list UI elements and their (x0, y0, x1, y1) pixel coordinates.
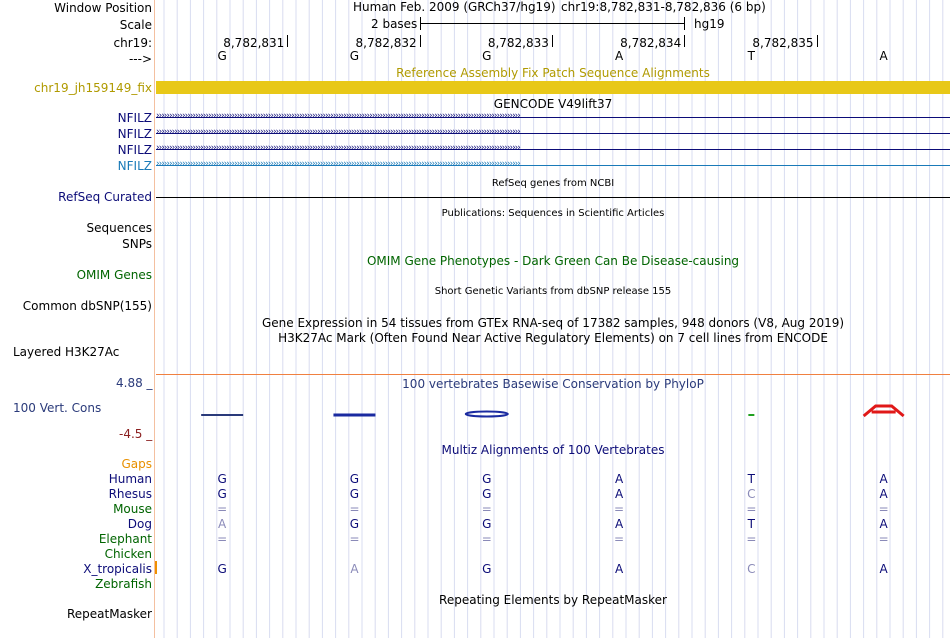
alignment-base: A (614, 487, 624, 501)
gtex-title: Gene Expression in 54 tissues from GTEx RNA-seq of 17382 samples, 948 donors (V8, Aug 2019) (261, 316, 845, 330)
alignment-base: G (349, 472, 360, 486)
repeatmasker-label[interactable]: RepeatMasker (66, 607, 152, 621)
reference-base: A (614, 49, 624, 63)
alignment-base: A (879, 517, 888, 531)
alignment-base: G (217, 562, 227, 576)
ruler-coordinate: 8,782,833 (487, 36, 549, 50)
label-panel-border (154, 0, 155, 638)
db-text: hg19 (694, 17, 725, 31)
conservation-min-label: -4.5 _ (119, 427, 153, 441)
alignment-base: G (482, 562, 492, 576)
alignment-base: A (614, 472, 624, 486)
position-range: chr19:8,782,831-8,782,836 (6 bp) (561, 0, 766, 14)
conservation-mark (748, 414, 754, 416)
strand-arrows: ›››››››››››››››››››››››››››››››››››››››››››››››››››››››››››››››››››››››››››››››››››››››››››››››››››››››››››››››››››››››››››››››››››››››››››› (156, 161, 520, 169)
alignment-base: = (746, 532, 757, 546)
alignment-base: T (747, 472, 756, 486)
ruler-tick (287, 35, 288, 47)
species-label[interactable]: X_tropicalis (83, 562, 152, 576)
ruler-coordinate: 8,782,834 (620, 36, 682, 50)
scale-bar (420, 23, 685, 24)
strand-arrows: ›››››››››››››››››››››››››››››››››››››››››››››››››››››››››››››››››››››››››››››››››››››››››››››››››››››››››››››››››››››››››››››››››››››››››››› (156, 129, 520, 137)
gencode-gene-feature[interactable] (156, 129, 950, 138)
alignment-base: A (218, 517, 227, 531)
multiz-title: Multiz Alignments of 100 Vertebrates (441, 443, 665, 457)
x-tropicalis-insert-marker (155, 561, 157, 574)
species-label[interactable]: Elephant (98, 532, 152, 546)
h3k27ac-label[interactable]: Layered H3K27Ac (13, 345, 120, 359)
conservation-title: 100 vertebrates Basewise Conservation by PhyloP (402, 377, 704, 391)
reference-base: G (349, 49, 360, 63)
ruler-coordinate: 8,782,835 (752, 36, 814, 50)
conservation-max-label: 4.88 _ (116, 376, 153, 390)
gaps-label[interactable]: Gaps (121, 457, 152, 471)
alignment-base: = (878, 532, 889, 546)
species-label[interactable]: Human (108, 472, 152, 486)
strand-arrows: ›››››››››››››››››››››››››››››››››››››››››››››››››››››››››››››››››››››››››››››››››››››››››››››››››››››››››››››››››››››››››››››››››››››››››››› (156, 113, 520, 121)
snps-label[interactable]: SNPs (122, 237, 152, 251)
alignment-base: G (217, 472, 227, 486)
dbsnp-title: Short Genetic Variants from dbSNP release 155 (434, 286, 672, 297)
alignment-base: = (349, 502, 360, 516)
species-label[interactable]: Mouse (113, 502, 152, 516)
alignment-base: A (879, 562, 888, 576)
gencode-gene-feature[interactable] (156, 161, 950, 170)
reference-base: T (747, 49, 756, 63)
conservation-mark (864, 406, 904, 416)
repeatmasker-title: Repeating Elements by RepeatMasker (439, 593, 667, 607)
species-label[interactable]: Rhesus (108, 487, 152, 501)
refseq-label[interactable]: RefSeq Curated (58, 190, 152, 204)
refseq-gene-line[interactable] (156, 197, 950, 198)
fix-patch-label[interactable]: chr19_jh159149_fix (34, 81, 152, 95)
alignment-base: G (349, 487, 360, 501)
alignment-base: A (614, 562, 624, 576)
fix-patch-alignment-bar[interactable] (156, 81, 950, 94)
ruler-tick (684, 35, 685, 47)
gencode-gene-label[interactable]: NFILZ (117, 127, 152, 141)
gencode-gene-feature[interactable] (156, 113, 950, 122)
conservation-mark (466, 412, 508, 417)
alignment-base: A (614, 517, 624, 531)
alignment-base: G (482, 517, 492, 531)
ruler-tick (552, 35, 553, 47)
ruler-coordinate: 8,782,832 (355, 36, 417, 50)
publications-title: Publications: Sequences in Scientific Articles (441, 208, 665, 219)
gencode-gene-label[interactable]: NFILZ (117, 159, 152, 173)
alignment-base: = (614, 502, 625, 516)
ruler-tick (420, 35, 421, 47)
alignment-base: = (878, 502, 889, 516)
refseq-title: RefSeq genes from NCBI (491, 178, 615, 189)
conservation-mark (201, 414, 243, 416)
alignment-base: C (747, 487, 756, 501)
conservation-label[interactable]: 100 Vert. Cons (13, 401, 102, 415)
alignment-base: G (217, 487, 227, 501)
alignment-base: G (349, 517, 360, 531)
fix-patch-title: Reference Assembly Fix Patch Sequence Alignments (396, 66, 710, 80)
alignment-base: T (747, 517, 756, 531)
omim-label[interactable]: OMIM Genes (76, 268, 152, 282)
strand-arrows: ›››››››››››››››››››››››››››››››››››››››››››››››››››››››››››››››››››››››››››››››››››››››››››››››››››››››››››››››››››››››››››››››››››››››››››› (156, 145, 520, 153)
chromosome-label[interactable]: chr19: (113, 36, 152, 50)
alignment-base: A (350, 562, 359, 576)
alignment-base: C (747, 562, 756, 576)
gencode-gene-feature[interactable] (156, 145, 950, 154)
gencode-gene-label[interactable]: NFILZ (117, 143, 152, 157)
alignment-base: G (482, 472, 492, 486)
alignment-base: = (217, 502, 228, 516)
species-label[interactable]: Chicken (104, 547, 152, 561)
gencode-gene-label[interactable]: NFILZ (117, 111, 152, 125)
reference-base: G (217, 49, 227, 63)
reference-base: G (482, 49, 492, 63)
alignment-base: = (481, 502, 492, 516)
h3k27ac-title: H3K27Ac Mark (Often Found Near Active Regulatory Elements) on 7 cell lines from ENCODE (278, 331, 828, 345)
ruler-coordinate: 8,782,831 (223, 36, 285, 50)
sequences-label[interactable]: Sequences (86, 221, 152, 235)
species-label[interactable]: Zebrafish (95, 577, 152, 591)
gencode-title: GENCODE V49lift37 (493, 97, 613, 111)
alignment-base: A (879, 472, 888, 486)
conservation-plot[interactable] (156, 400, 950, 420)
alignment-base: = (217, 532, 228, 546)
alignment-base: G (482, 487, 492, 501)
omim-title: OMIM Gene Phenotypes - Dark Green Can Be Disease-causing (366, 254, 740, 268)
scale-bar-right-tick (684, 17, 685, 30)
conservation-mark (333, 414, 375, 417)
alignment-base: = (481, 532, 492, 546)
assembly-text: Human Feb. 2009 (GRCh37/hg19) (353, 0, 556, 14)
ruler-tick (817, 35, 818, 47)
alignment-base: = (746, 502, 757, 516)
window-position-label[interactable]: Window Position (54, 1, 152, 15)
strand-label: ---> (128, 52, 152, 66)
reference-base: A (879, 49, 888, 63)
h3k27ac-baseline (156, 374, 950, 375)
species-label[interactable]: Dog (127, 517, 152, 531)
alignment-base: = (614, 532, 625, 546)
scale-label[interactable]: Scale (119, 18, 152, 32)
alignment-base: = (349, 532, 360, 546)
alignment-base: A (879, 487, 888, 501)
scale-text: 2 bases (371, 17, 418, 31)
dbsnp-label[interactable]: Common dbSNP(155) (22, 299, 152, 313)
